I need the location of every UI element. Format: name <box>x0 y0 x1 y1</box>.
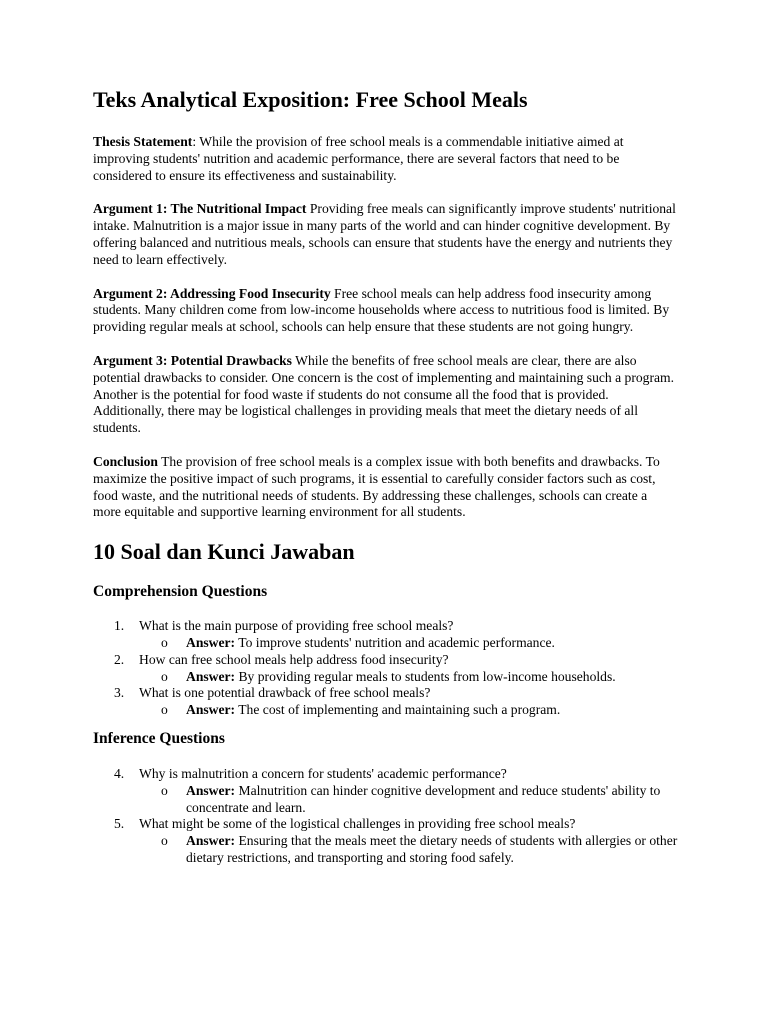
thesis-text: : While the provision of free school meals is a commendable initiative aimed at improving students' nutrition and academic performance, there are several factors that need to be considered to ensure its effectiveness and sustainability. <box>93 134 624 183</box>
argument-2-paragraph <box>93 286 678 336</box>
answer-label: Answer: <box>186 702 236 718</box>
argument-3-label: Argument 3: Potential Drawbacks <box>93 352 292 368</box>
answer-label: Answer: <box>186 668 236 684</box>
answer-text: Malnutrition can hinder cognitive development and reduce students' ability to concentrate and learn. <box>186 782 661 815</box>
answer-list <box>139 833 678 867</box>
answer-text: By providing regular meals to students from low-income households. <box>235 668 616 684</box>
answer-list <box>139 702 678 719</box>
argument-1-paragraph <box>93 201 678 268</box>
argument-3-text: While the benefits of free school meals are clear, there are also potential drawbacks to consider. One concern is the cost of implementing and maintaining such a program. Another is the potential for food waste if students do not consume all the food that is provided. Additionally, there may be logistical challenges in providing meals that meet the dietary needs of all students. <box>93 352 674 436</box>
bullet-icon: o <box>161 702 168 718</box>
question-item <box>93 618 678 652</box>
bullet-icon: o <box>161 634 168 650</box>
answer-list <box>139 635 678 652</box>
document-page <box>93 86 678 877</box>
question-text: How can free school meals help address food insecurity? <box>139 651 449 667</box>
answer-list <box>139 783 678 817</box>
question-text: What might be some of the logistical challenges in providing free school meals? <box>139 816 576 832</box>
answer-list <box>139 669 678 686</box>
answer-item <box>139 702 678 719</box>
question-text: What is the main purpose of providing free school meals? <box>139 618 454 634</box>
question-item <box>93 685 678 719</box>
answer-item <box>139 833 678 867</box>
bullet-icon: o <box>161 668 168 684</box>
answer-label: Answer: <box>186 634 236 650</box>
section-heading-comprehension: Comprehension Questions <box>93 583 268 601</box>
question-item <box>93 652 678 686</box>
question-number: 1. <box>114 618 125 634</box>
conclusion-text: The provision of free school meals is a complex issue with both benefits and drawbacks. To maximize the positive impact of such programs, it is essential to carefully consider factors such as cost, food waste, and the nutritional needs of students. By addressing these challenges, schools can create a more equitable and supportive learning environment for all students. <box>93 453 660 520</box>
question-text: Why is malnutrition a concern for students' academic performance? <box>139 765 507 781</box>
answer-text: The cost of implementing and maintaining such a program. <box>235 702 561 718</box>
answer-item <box>139 783 678 817</box>
thesis-label: Thesis Statement <box>93 134 193 149</box>
question-number: 3. <box>114 685 125 701</box>
question-text: What is one potential drawback of free school meals? <box>139 685 431 701</box>
argument-1-text: Providing free meals can significantly improve students' nutritional intake. Malnutrition is a major issue in many parts of the world and can hinder cognitive development. By offering balanced and nutritious meals, schools can ensure that students have the energy and nutrients they need to learn effectively. <box>93 201 676 267</box>
bullet-icon: o <box>161 782 168 798</box>
thesis-paragraph <box>93 134 678 184</box>
answer-item <box>139 635 678 652</box>
conclusion-paragraph <box>93 454 678 521</box>
bullet-icon: o <box>161 833 168 849</box>
answer-text: Ensuring that the meals meet the dietary needs of students with allergies or other dietary restrictions, and transporting and storing food safely. <box>186 833 678 865</box>
argument-2-label: Argument 2: Addressing Food Insecurity <box>93 285 331 301</box>
question-number: 5. <box>114 816 125 832</box>
answer-text: To improve students' nutrition and academic performance. <box>235 634 555 650</box>
question-item <box>93 816 678 866</box>
section-heading-inference: Inference Questions <box>93 729 225 747</box>
question-number: 2. <box>114 651 125 667</box>
question-item <box>93 766 678 816</box>
conclusion-label: Conclusion <box>93 453 158 469</box>
question-number: 4. <box>114 765 125 781</box>
question-list-inference <box>93 766 678 867</box>
question-list-comprehension <box>93 618 678 719</box>
answer-label: Answer: <box>186 833 236 849</box>
answer-item <box>139 669 678 686</box>
answer-label: Answer: <box>186 782 236 798</box>
argument-1-label: Argument 1: The Nutritional Impact <box>93 201 307 217</box>
quiz-title: 10 Soal dan Kunci Jawaban <box>93 539 355 565</box>
argument-3-paragraph <box>93 353 678 437</box>
argument-2-text: Free school meals can help address food insecurity among students. Many children come from low-income households where access to nutritious food is limited. By providing regular meals at school, schools can help ensure that these students are not going hungry. <box>93 285 670 335</box>
document-title: Teks Analytical Exposition: Free School Meals <box>93 87 528 112</box>
